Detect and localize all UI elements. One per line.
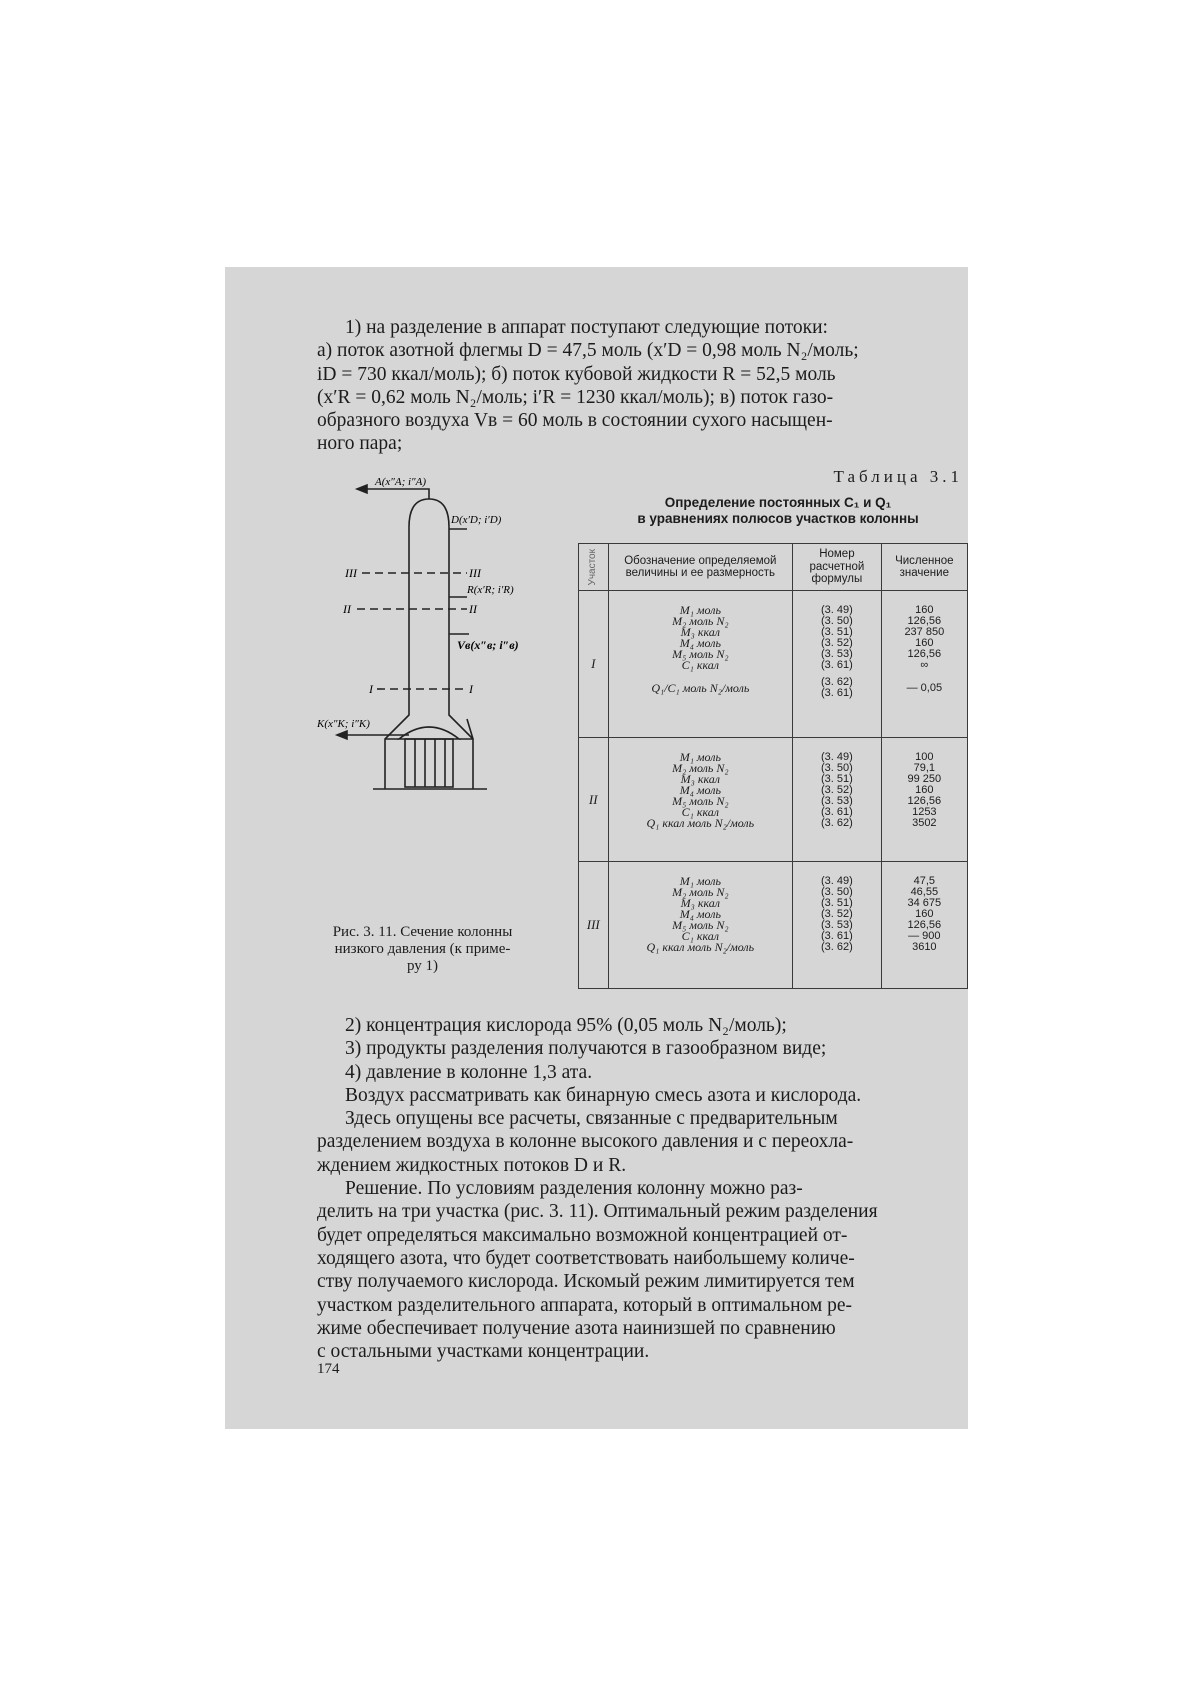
label-R: R(x′R; i′R) (467, 584, 514, 596)
table-row (579, 591, 968, 738)
section-label-I-right: I (469, 682, 473, 696)
book-page (225, 267, 968, 1429)
label-V: Vв(x″в; i″в) (457, 638, 519, 652)
body-line: разделением воздуха в колонне высокого давления и с переохла- (317, 1131, 854, 1153)
caption-line: Рис. 3. 11. Сечение колонны (332, 924, 513, 940)
intro-line: (x′R = 0,62 моль N₂/моль; i′R = 1230 ккал/моль); в) поток газо- (317, 386, 834, 408)
formula-cell: (3. 49) (3. 50) (3. 51) (3. 52) (3. 53) (3. 61) (3. 62) (793, 738, 882, 862)
label-K: K(x″K; i″K) (317, 718, 370, 730)
section-label: III (579, 862, 609, 989)
intro-line: а) поток азотной флегмы D = 47,5 моль (x′D = 0,98 моль N₂/моль; (317, 340, 859, 362)
section-label-II-left: II (343, 602, 351, 616)
value-cell: 160 126,56 237 850 160 126,56 ∞ — 0,05 (881, 591, 967, 738)
table-row (579, 862, 968, 989)
label-A: A(x″A; i″A) (375, 476, 426, 488)
body-line: ству получаемого кислорода. Искомый режим лимитируется тем (317, 1271, 855, 1293)
table-header-row (579, 544, 968, 591)
body-line: Здесь опущены все расчеты, связанные с предварительным (345, 1108, 838, 1130)
intro-line: 1) на разделение в аппарат поступают следующие потоки: (345, 317, 828, 338)
figure-caption (310, 924, 535, 975)
value-cell: 100 79,1 99 250 160 126,56 1253 3502 (881, 738, 967, 862)
quantity-cell: M₁ моль M₂ моль N₂ M₃ ккал M₄ моль M₅ моль N₂ C₁ ккал Q₁ ккал моль N₂/моль (608, 738, 793, 862)
body-line: с остальными участками концентрации. (317, 1341, 650, 1363)
table-title-line: Определение постоянных C₁ и Q₁ (664, 495, 892, 510)
body-line: участком разделительного аппарата, который в оптимальном ре- (317, 1294, 853, 1316)
formula-cell: (3. 49) (3. 50) (3. 51) (3. 52) (3. 53) (3. 61) (3. 62) (3. 61) (793, 591, 882, 738)
section-label: II (579, 738, 609, 862)
body-text (317, 1014, 937, 1363)
quantity-cell: M₁ моль M₂ моль N₂ M₃ ккал M₄ моль M₅ моль N₂ C₁ ккал Q₁ ккал моль N₂/моль (608, 862, 793, 989)
cube-dome (399, 727, 459, 739)
body-line: ждением жидкостных потоков D и R. (317, 1154, 627, 1176)
body-line: будет определяться максимально возможной концентрацией от- (317, 1224, 848, 1246)
header-quantity: Обозначение определяемой величины и ее размерность (608, 544, 793, 591)
intro-line: образного воздуха Vв = 60 моль в состоянии сухого насыщен- (317, 410, 833, 432)
body-line: 3) продукты разделения получаются в газообразном виде; (345, 1038, 827, 1060)
quantity-cell: M₁ моль M₂ моль N₂ M₃ ккал M₄ моль M₅ моль N₂ C₁ ккал Q₁/C₁ моль N₂/моль (608, 591, 793, 738)
column-diagram (317, 476, 577, 819)
value-cell: 47,5 46,55 34 675 160 126,56 — 900 3610 (881, 862, 967, 989)
body-line: делить на три участка (рис. 3. 11). Оптимальный режим разделения (317, 1201, 878, 1223)
body-line: Воздух рассматривать как бинарную смесь азота и кислорода. (345, 1084, 862, 1106)
table-title (590, 495, 966, 527)
caption-line: низкого давления (к приме- (334, 941, 511, 957)
label-D: D(x′D; i′D) (451, 514, 502, 526)
section-label-I-left: I (369, 682, 373, 696)
section-label: I (579, 591, 609, 738)
intro-paragraph (317, 316, 937, 456)
header-section: Участок (579, 544, 609, 591)
body-line: жиме обеспечивает получение азота наинизшей по сравнению (317, 1317, 836, 1339)
page-number: 174 (317, 1361, 340, 1377)
section-label-II-right: II (469, 602, 477, 616)
table-caption: Таблица 3.1 (833, 467, 963, 486)
intro-line: iD = 730 ккал/моль); б) поток кубовой жидкости R = 52,5 моль (317, 363, 836, 385)
section-label-III-right: III (469, 566, 481, 580)
body-line: Решение. По условиям разделения колонну можно раз- (345, 1178, 803, 1200)
intro-line: ного пара; (317, 433, 403, 455)
body-line: ходящего азота, что будет соответствовать наибольшему количе- (317, 1247, 855, 1269)
formula-cell: (3. 49) (3. 50) (3. 51) (3. 52) (3. 53) (3. 61) (3. 62) (793, 862, 882, 989)
header-value: Численное значение (881, 544, 967, 591)
constants-table (578, 543, 968, 989)
table-row (579, 738, 968, 862)
table-title-line: в уравнениях полюсов участков колонны (637, 511, 919, 526)
section-label-III-left: III (345, 566, 357, 580)
header-formula: Номер расчетной формулы (793, 544, 882, 591)
body-line: 2) концентрация кислорода 95% (0,05 моль N₂/моль); (345, 1015, 787, 1036)
body-line: 4) давление в колонне 1,3 ата. (345, 1061, 593, 1083)
caption-line: ру 1) (406, 958, 439, 974)
